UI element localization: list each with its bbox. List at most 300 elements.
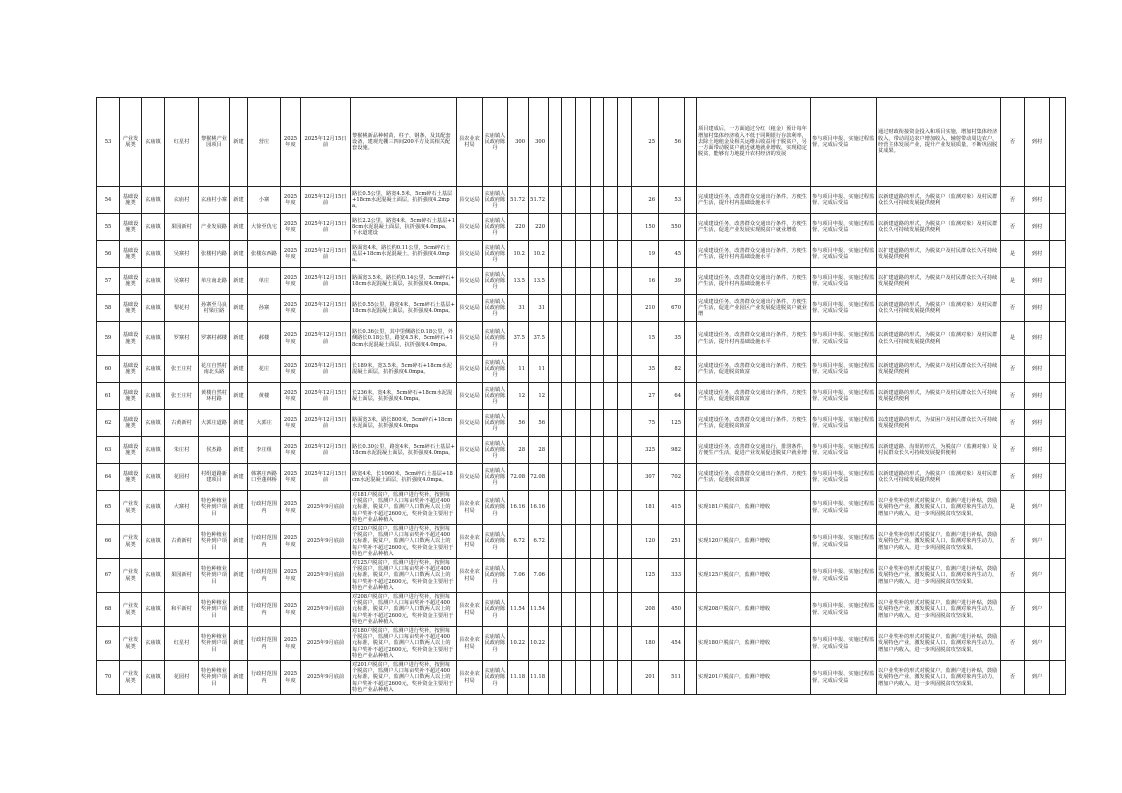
- cell-pp: 333: [659, 559, 685, 593]
- cell-benefit: 实现120户脱贫户，监测户增收: [697, 525, 811, 559]
- cell-hh: 26: [632, 187, 659, 214]
- cell-no: 61: [97, 383, 120, 410]
- cell-deadline: 2025年9月底前: [301, 661, 351, 695]
- table-row: [97, 559, 1066, 593]
- cell-place: 单庄: [248, 268, 281, 295]
- cell-empty: [604, 437, 618, 464]
- cell-benefit: 项目建成后，一方面通过分红（租金）预计每年增加村集体经济收入不低于同期银行存款利率，去除土地租金及相关运维后收益用于脱贫户，另一方面带动脱贫户就近就地就业增收，实现稳定脱贫，能够有力地提升农村经济的发展: [697, 98, 811, 187]
- cell-dept: 县交运局: [457, 356, 483, 383]
- cell-invest: 300: [508, 98, 529, 187]
- cell-period: 2025年度: [281, 295, 301, 322]
- cell-invest: 11: [508, 356, 529, 383]
- cell-unit: 玄庙镇人民政府陈丹: [483, 322, 508, 356]
- cell-nature: 新建: [230, 356, 248, 383]
- cell-asset: 是: [1001, 322, 1025, 356]
- cell-dept: 县交运局: [457, 295, 483, 322]
- cell-pp: 454: [659, 627, 685, 661]
- cell-fund: 11: [529, 356, 549, 383]
- cell-empty: [549, 383, 562, 410]
- cell-empty: [576, 383, 591, 410]
- cell-empty: [591, 593, 604, 627]
- cell-benefit: 完成建设任务，改善群众交通出行条件，方便生产生活，促进脱贫致富: [697, 410, 811, 437]
- cell-deadline: 2025年9月底前: [301, 593, 351, 627]
- cell-asset: 否: [1001, 661, 1025, 695]
- cell-link: 通过财政衔接资金投入和项目实施，增加村集体经济收入，带动周边农户增加收入，辅射带动周边农户，经营主体发展产业，提升产业发展质量，不断巩固脱贫成果。: [877, 98, 1001, 187]
- cell-name: 特色种植业奖补到户项目: [199, 559, 230, 593]
- cell-content: 路长2.2公里，路宽4米，5cm碎石土基层+18cm水泥混凝土面层，抗折强度4.0mpa，下水道建设: [351, 214, 457, 241]
- cell-empty: [549, 627, 562, 661]
- cell-no: 67: [97, 559, 120, 593]
- cell-no: 55: [97, 214, 120, 241]
- cell-empty: [604, 268, 618, 295]
- cell-owner: 到户: [1025, 559, 1050, 593]
- table-row: [97, 491, 1066, 525]
- cell-place: 孙寨: [248, 295, 281, 322]
- cell-empty: [604, 98, 618, 187]
- cell-invest: 16.16: [508, 491, 529, 525]
- cell-empty: [591, 559, 604, 593]
- cell-village: 红星村: [165, 627, 199, 661]
- cell-dept: 县交运局: [457, 410, 483, 437]
- cell-no: 68: [97, 593, 120, 627]
- cell-empty: [562, 241, 576, 268]
- cell-period: 2025年度: [281, 437, 301, 464]
- cell-fund: 10.2: [529, 241, 549, 268]
- table-row: [97, 525, 1066, 559]
- cell-empty: [618, 525, 632, 559]
- cell-empty: [549, 295, 562, 322]
- cell-place: 张楼东西路: [248, 241, 281, 268]
- cell-empty: [604, 383, 618, 410]
- cell-mech: 参与项目申报、实施过程监督、完成后受益: [811, 525, 877, 559]
- cell-dept: 县交运局: [457, 268, 483, 295]
- cell-town: 玄庙镇: [142, 464, 165, 491]
- cell-dept: 县交运局: [457, 437, 483, 464]
- cell-deadline: 2025年12月15日前: [301, 241, 351, 268]
- cell-invest: 56: [508, 410, 529, 437]
- cell-unit: 玄庙镇人民政府陈丹: [483, 627, 508, 661]
- cell-empty: [604, 559, 618, 593]
- cell-empty: [562, 98, 576, 187]
- cell-link: 以新建道路、沟渠的形式，为脱贫户（监测对象）及村民群众长久可持续发展提供便利: [877, 437, 1001, 464]
- cell-nature: 新建: [230, 410, 248, 437]
- table-row: [97, 627, 1066, 661]
- cell-empty: [1050, 98, 1066, 187]
- cell-link: 以户业奖补的形式对脱贫户，监测户进行补贴，鼓励发展特色产业，激发脱贫人口，监测对象内生动力，增加户内收入，进一步巩固脱贫攻坚成果。: [877, 661, 1001, 695]
- cell-town: 玄庙镇: [142, 525, 165, 559]
- cell-empty: [618, 661, 632, 695]
- cell-no: 63: [97, 437, 120, 464]
- cell-name: 大郭庄道路: [199, 410, 230, 437]
- cell-hh: 325: [632, 437, 659, 464]
- cell-fund: 16.16: [529, 491, 549, 525]
- table-row: [97, 437, 1066, 464]
- cell-empty: [549, 661, 562, 695]
- cell-period: 2025年度: [281, 464, 301, 491]
- cell-period: 2025年度: [281, 525, 301, 559]
- cell-cat: 产业发展类: [120, 525, 142, 559]
- cell-asset: 否: [1001, 187, 1025, 214]
- cell-content: 对208户脱贫户，监测户进行奖补。按照每个脱贫户，监测户人口每亩奖补不超过400元标准，脱贫户，监测户人口数两人以上的每户奖补不超过2600元，奖补资金主要用于特色产业品种植入: [351, 593, 457, 627]
- cell-mech: 参与项目申报、实施过程监督、完成后受益: [811, 295, 877, 322]
- cell-deadline: 2025年9月底前: [301, 491, 351, 525]
- cell-place: 郝楼: [248, 322, 281, 356]
- cell-benefit: 完成建设任务，改善群众交通出行条件，方便生产生活，促进产业发展实现脱贫户就业增收: [697, 214, 811, 241]
- cell-fund: 11.54: [529, 593, 549, 627]
- cell-nature: 新建: [230, 268, 248, 295]
- cell-empty: [562, 661, 576, 695]
- table-row: [97, 268, 1066, 295]
- cell-name: 产业发展路: [199, 214, 230, 241]
- cell-asset: 否: [1001, 214, 1025, 241]
- cell-invest: 11.18: [508, 661, 529, 695]
- table-row: [97, 98, 1066, 187]
- cell-empty: [618, 410, 632, 437]
- cell-empty: [618, 627, 632, 661]
- cell-owner: 到户: [1025, 627, 1050, 661]
- cell-empty: [604, 214, 618, 241]
- cell-dept: 县农业农村局: [457, 593, 483, 627]
- cell-dept: 县农业农村局: [457, 559, 483, 593]
- cell-empty: [685, 356, 697, 383]
- cell-period: 2025年度: [281, 241, 301, 268]
- cell-content: 对125户脱贫户，监测户进行奖补。按照每个脱贫户，监测户人口每亩奖补不超过400元标准，脱贫户，监测户人口数两人以上的每户奖补不超过2600元，奖补资金主要用于特色产业品种植入: [351, 559, 457, 593]
- cell-empty: [549, 491, 562, 525]
- cell-village: 大寨村: [165, 491, 199, 525]
- cell-unit: 玄庙镇人民政府陈丹: [483, 214, 508, 241]
- cell-cat: 产业发展类: [120, 627, 142, 661]
- cell-name: 特色种植业奖补到户项目: [199, 661, 230, 695]
- cell-empty: [576, 525, 591, 559]
- cell-invest: 10.2: [508, 241, 529, 268]
- cell-name: 黎猴桃产业园项目: [199, 98, 230, 187]
- table-body: [97, 98, 1066, 695]
- cell-benefit: 完成建设任务，改善群众交通出行条件，方便生产生活，促进脱贫致富: [697, 356, 811, 383]
- cell-hh: 180: [632, 627, 659, 661]
- cell-unit: 玄庙镇人民政府陈丹: [483, 356, 508, 383]
- cell-town: 玄庙镇: [142, 437, 165, 464]
- cell-village: 吴寨村: [165, 268, 199, 295]
- cell-empty: [576, 295, 591, 322]
- cell-town: 玄庙镇: [142, 187, 165, 214]
- cell-period: 2025年度: [281, 356, 301, 383]
- table-row: [97, 593, 1066, 627]
- cell-period: 2025年度: [281, 214, 301, 241]
- cell-town: 玄庙镇: [142, 214, 165, 241]
- cell-empty: [549, 437, 562, 464]
- cell-empty: [591, 241, 604, 268]
- cell-deadline: 2025年12月15日前: [301, 437, 351, 464]
- cell-empty: [618, 383, 632, 410]
- cell-fund: 28: [529, 437, 549, 464]
- cell-asset: 否: [1001, 525, 1025, 559]
- cell-empty: [549, 593, 562, 627]
- cell-empty: [576, 268, 591, 295]
- cell-asset: 否: [1001, 559, 1025, 593]
- cell-fund: 6.72: [529, 525, 549, 559]
- cell-invest: 11.54: [508, 593, 529, 627]
- cell-empty: [591, 98, 604, 187]
- cell-owner: 到村: [1025, 410, 1050, 437]
- cell-hh: 208: [632, 593, 659, 627]
- cell-empty: [618, 559, 632, 593]
- cell-hh: 27: [632, 383, 659, 410]
- cell-village: 花园村: [165, 661, 199, 695]
- cell-invest: 10.22: [508, 627, 529, 661]
- cell-owner: 到村: [1025, 268, 1050, 295]
- cell-empty: [618, 98, 632, 187]
- cell-empty: [618, 437, 632, 464]
- cell-name: 黄楼自然村环村路: [199, 383, 230, 410]
- cell-no: 53: [97, 98, 120, 187]
- cell-owner: 到村: [1025, 356, 1050, 383]
- cell-cat: 产业发展类: [120, 491, 142, 525]
- cell-empty: [604, 295, 618, 322]
- cell-no: 59: [97, 322, 120, 356]
- cell-empty: [591, 187, 604, 214]
- cell-place: 小寨: [248, 187, 281, 214]
- cell-period: 2025年度: [281, 98, 301, 187]
- cell-link: 以户业奖补的形式对脱贫户，监测户进行补贴，鼓励发展特色产业，激发脱贫人口，监测对象内生动力，增加户内收入，进一步巩固脱贫攻坚成果。: [877, 525, 1001, 559]
- cell-empty: [549, 410, 562, 437]
- cell-hh: 75: [632, 410, 659, 437]
- cell-benefit: 实现125户脱贫户，监测户增收: [697, 559, 811, 593]
- cell-no: 65: [97, 491, 120, 525]
- cell-no: 58: [97, 295, 120, 322]
- cell-empty: [1050, 525, 1066, 559]
- cell-empty: [591, 214, 604, 241]
- cell-invest: 51.72: [508, 187, 529, 214]
- cell-empty: [1050, 593, 1066, 627]
- cell-empty: [562, 322, 576, 356]
- cell-empty: [562, 383, 576, 410]
- cell-unit: 玄庙镇人民政府陈丹: [483, 593, 508, 627]
- cell-place: 花庄: [248, 356, 281, 383]
- cell-period: 2025年度: [281, 627, 301, 661]
- cell-village: 罗寨村: [165, 322, 199, 356]
- cell-nature: 新建: [230, 295, 248, 322]
- cell-benefit: 完成建设任务，改善群众交通出行，排涝条件，方便生产生活，促进产业发展促进脱贫户就业增: [697, 437, 811, 464]
- cell-empty: [604, 241, 618, 268]
- cell-empty: [685, 241, 697, 268]
- cell-owner: 到村: [1025, 322, 1050, 356]
- cell-village: 和平新村: [165, 593, 199, 627]
- cell-cat: 基础设施类: [120, 437, 142, 464]
- cell-name: 玄庙村小寨: [199, 187, 230, 214]
- cell-unit: 玄庙镇人民政府陈丹: [483, 268, 508, 295]
- cell-empty: [591, 525, 604, 559]
- cell-unit: 玄庙镇人民政府陈丹: [483, 491, 508, 525]
- cell-invest: 31: [508, 295, 529, 322]
- cell-unit: 玄庙镇人民政府陈丹: [483, 98, 508, 187]
- cell-pp: 56: [659, 98, 685, 187]
- cell-owner: 到村: [1025, 98, 1050, 187]
- cell-link: 以户业奖补的形式对脱贫户，监测户进行补贴，鼓励发展特色产业，激发脱贫人口，监测对象内生动力，增加户内收入，进一步巩固脱贫攻坚成果。: [877, 593, 1001, 627]
- cell-hh: 120: [632, 525, 659, 559]
- cell-deadline: 2025年12月15日前: [301, 268, 351, 295]
- cell-pp: 982: [659, 437, 685, 464]
- cell-invest: 7.06: [508, 559, 529, 593]
- cell-dept: 县农业农村局: [457, 661, 483, 695]
- cell-content: 路长0.30公里，路宽4米，5cm碎石土基层+18cm水泥混凝土面层，抗折强度4.0mpa。: [351, 437, 457, 464]
- cell-empty: [685, 322, 697, 356]
- cell-mech: 参与项目申报、实施过程监督、完成后受益: [811, 268, 877, 295]
- cell-empty: [1050, 559, 1066, 593]
- table-row: [97, 464, 1066, 491]
- cell-empty: [576, 214, 591, 241]
- cell-fund: 12: [529, 383, 549, 410]
- cell-benefit: 完成建设任务，改善群众交通出行条件，方便生产生活，提升村内基础设施水平: [697, 187, 811, 214]
- cell-empty: [1050, 356, 1066, 383]
- cell-empty: [549, 241, 562, 268]
- cell-hh: 150: [632, 214, 659, 241]
- cell-period: 2025年度: [281, 322, 301, 356]
- cell-link: 以新建道路的形式，为脱贫户（监测对象）及村民群众长久可持续发展提供便利: [877, 464, 1001, 491]
- cell-asset: 是: [1001, 241, 1025, 268]
- cell-empty: [591, 627, 604, 661]
- cell-village: 花园村: [165, 464, 199, 491]
- cell-fund: 11.18: [529, 661, 549, 695]
- cell-link: 以新建道路的形式，为脱贫户（监测对象）及村民群众长久可持续发展提供便利: [877, 322, 1001, 356]
- cell-town: 玄庙镇: [142, 559, 165, 593]
- cell-fund: 220: [529, 214, 549, 241]
- cell-unit: 玄庙镇人民政府陈丹: [483, 437, 508, 464]
- cell-nature: 新建: [230, 437, 248, 464]
- cell-dept: 县农业农村局: [457, 98, 483, 187]
- cell-empty: [591, 491, 604, 525]
- cell-nature: 新建: [230, 98, 248, 187]
- cell-village: 朱庄村: [165, 437, 199, 464]
- cell-empty: [685, 464, 697, 491]
- cell-owner: 到村: [1025, 437, 1050, 464]
- cell-pp: 82: [659, 356, 685, 383]
- cell-nature: 新建: [230, 593, 248, 627]
- cell-nature: 新建: [230, 214, 248, 241]
- cell-no: 69: [97, 627, 120, 661]
- cell-cat: 产业发展类: [120, 593, 142, 627]
- cell-empty: [618, 356, 632, 383]
- cell-no: 66: [97, 525, 120, 559]
- cell-fund: 31: [529, 295, 549, 322]
- cell-asset: 否: [1001, 464, 1025, 491]
- cell-village: 吴寨村: [165, 241, 199, 268]
- cell-content: 路面宽3.5米，路长约0.14公里，5cm碎石+18cm水泥混凝土面层，抗折强度4.0mpa。: [351, 268, 457, 295]
- cell-empty: [685, 214, 697, 241]
- cell-place: 行政村范围内: [248, 525, 281, 559]
- cell-dept: 县交运局: [457, 187, 483, 214]
- cell-invest: 72.08: [508, 464, 529, 491]
- cell-place: 行政村范围内: [248, 593, 281, 627]
- cell-cat: 基础设施类: [120, 383, 142, 410]
- cell-nature: 新建: [230, 491, 248, 525]
- cell-hh: 125: [632, 559, 659, 593]
- cell-deadline: 2025年12月15日前: [301, 187, 351, 214]
- cell-empty: [604, 410, 618, 437]
- cell-place: 行政村范围内: [248, 559, 281, 593]
- cell-pp: 251: [659, 525, 685, 559]
- cell-cat: 产业发展类: [120, 98, 142, 187]
- cell-nature: 新建: [230, 322, 248, 356]
- cell-benefit: 完成建设任务，改善群众交通出行条件，方便生产生活，促进脱贫致富: [697, 383, 811, 410]
- cell-empty: [549, 214, 562, 241]
- cell-content: 路宽4米，长1060米，5cm碎石土基层+18cm水泥混凝土面层，抗折强度4.0mpa。: [351, 464, 457, 491]
- cell-hh: 181: [632, 491, 659, 525]
- cell-mech: 参与项目申报、实施过程监督、完成后受益: [811, 187, 877, 214]
- cell-place: 营庄: [248, 98, 281, 187]
- cell-empty: [576, 437, 591, 464]
- cell-benefit: 完成建设任务，改善群众交通出行条件，方便生产生活，促进产业园区产业发展促进脱贫户就业增: [697, 295, 811, 322]
- cell-deadline: 2025年12月15日前: [301, 98, 351, 187]
- cell-benefit: 实现180户脱贫户，监测户增收: [697, 627, 811, 661]
- cell-content: 路面宽3米，路长800米，5cm碎石+18cm水泥面层，抗折强度4.0mpa: [351, 410, 457, 437]
- cell-hh: 19: [632, 241, 659, 268]
- cell-hh: 210: [632, 295, 659, 322]
- cell-empty: [1050, 268, 1066, 295]
- cell-empty: [604, 356, 618, 383]
- cell-empty: [685, 437, 697, 464]
- cell-cat: 基础设施类: [120, 214, 142, 241]
- cell-town: 玄庙镇: [142, 410, 165, 437]
- cell-empty: [604, 593, 618, 627]
- cell-empty: [562, 356, 576, 383]
- cell-deadline: 2025年12月15日前: [301, 356, 351, 383]
- cell-link: 以改建道路的形式，为贫困户及村民群众长久可持续发展提供便利: [877, 410, 1001, 437]
- cell-content: 对201户脱贫户，监测户进行奖补。按照每个脱贫户，监测户人口每亩奖补不超过400元标准，脱贫户，监测户人口数两人以上的每户奖补不超过2600元，奖补资金主要用于特色产业品种植入: [351, 661, 457, 695]
- cell-content: 长236米，宽4米，5cm碎石+18cm水泥混凝土面层，抗折强度4.0mpa。: [351, 383, 457, 410]
- cell-empty: [685, 268, 697, 295]
- cell-period: 2025年度: [281, 559, 301, 593]
- cell-empty: [685, 525, 697, 559]
- cell-empty: [576, 464, 591, 491]
- cell-dept: 县交运局: [457, 214, 483, 241]
- cell-content: 路长0.5公里，路宽4.5米，5cm碎石土基层+18cm水泥混凝土面层，抗折强度4.2mpa。: [351, 187, 457, 214]
- cell-empty: [1050, 214, 1066, 241]
- cell-unit: 玄庙镇人民政府陈丹: [483, 464, 508, 491]
- cell-mech: 参与项目申报、实施过程监督、完成后受益: [811, 627, 877, 661]
- cell-invest: 28: [508, 437, 529, 464]
- cell-name: 花庄自然村南北头路: [199, 356, 230, 383]
- cell-cat: 产业发展类: [120, 661, 142, 695]
- cell-empty: [576, 98, 591, 187]
- cell-unit: 玄庙镇人民政府陈丹: [483, 559, 508, 593]
- cell-fund: 37.5: [529, 322, 549, 356]
- cell-empty: [1050, 410, 1066, 437]
- cell-unit: 玄庙镇人民政府陈丹: [483, 525, 508, 559]
- cell-empty: [685, 295, 697, 322]
- cell-empty: [549, 187, 562, 214]
- cell-empty: [549, 559, 562, 593]
- cell-owner: 到户: [1025, 525, 1050, 559]
- cell-link: 以新建道路的形式，为脱贫户及村民群众长久可持续发展提供便利: [877, 356, 1001, 383]
- cell-empty: [591, 464, 604, 491]
- cell-cat: 基础设施类: [120, 268, 142, 295]
- cell-empty: [604, 627, 618, 661]
- cell-owner: 到村: [1025, 241, 1050, 268]
- cell-place: 行政村范围内: [248, 661, 281, 695]
- cell-unit: 玄庙镇人民政府陈丹: [483, 661, 508, 695]
- cell-town: 玄庙镇: [142, 593, 165, 627]
- cell-town: 玄庙镇: [142, 356, 165, 383]
- cell-empty: [591, 268, 604, 295]
- cell-dept: 县交运局: [457, 322, 483, 356]
- cell-empty: [562, 295, 576, 322]
- cell-empty: [562, 627, 576, 661]
- cell-empty: [591, 383, 604, 410]
- cell-empty: [576, 593, 591, 627]
- cell-empty: [685, 383, 697, 410]
- cell-period: 2025年度: [281, 491, 301, 525]
- cell-hh: 35: [632, 356, 659, 383]
